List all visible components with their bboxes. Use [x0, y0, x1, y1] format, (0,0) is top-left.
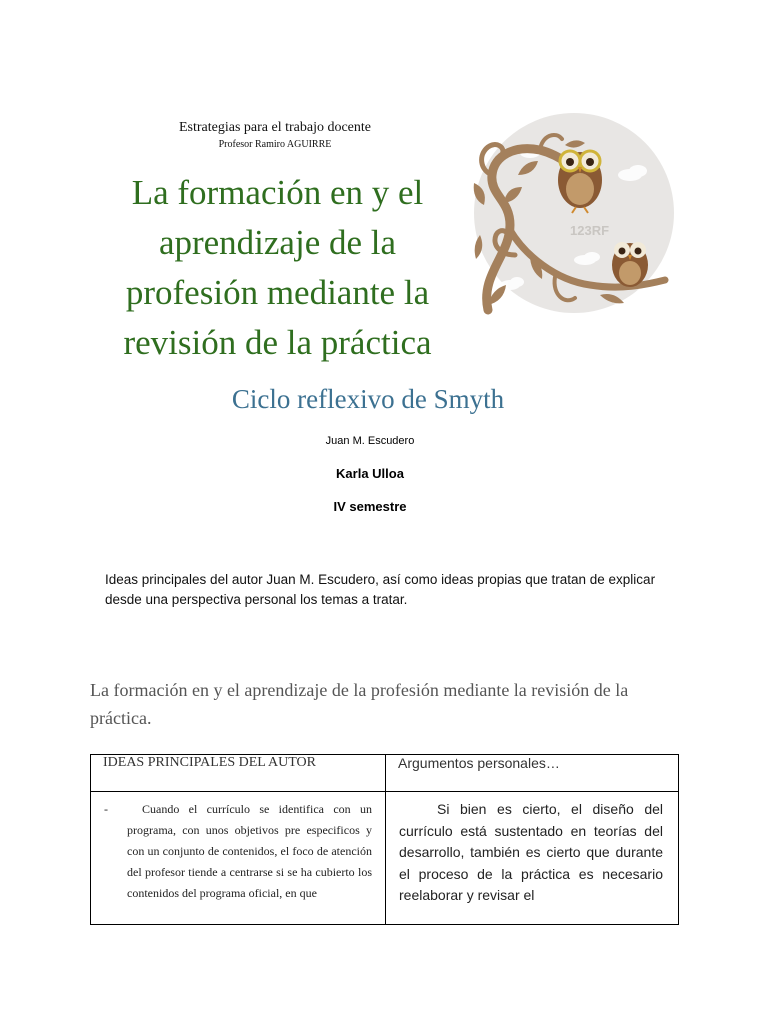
- idea-text: Cuando el currículo se identifica con un programa, con unos objetivos pre especificos y con un conjunto de contenidos, el foco de atención del profesor tiende a centrarse si se ha cubierto los contenidos del programa oficial, en que: [127, 802, 372, 900]
- author-name: Juan M. Escudero: [325, 435, 415, 447]
- watermark: 123RF: [570, 223, 610, 238]
- student-name: Karla Ulloa: [336, 466, 404, 481]
- column-header-arguments: Argumentos personales…: [386, 755, 679, 792]
- owl-bottom: [612, 242, 648, 287]
- argument-cell: [386, 792, 679, 925]
- document-title: La formación en y el aprendizaje de la profesión mediante la revisión de la práctica: [123, 173, 432, 362]
- argument-text: Si bien es cierto, el diseño del currículo está sustentado en teorías del desarrollo, también es cierto que durante el proceso de la práctica es necesario reelaborar y revisar el: [399, 801, 663, 903]
- intro-paragraph: Ideas principales del autor Juan M. Escudero, así como ideas propias que tratan de explicar desde una perspectiva personal los temas a tratar.: [105, 572, 656, 607]
- table-header-row: [91, 755, 679, 792]
- list-bullet: -: [104, 802, 108, 816]
- section-heading: La formación en y el aprendizaje de la profesión mediante la revisión de la práctica.: [90, 680, 629, 728]
- table-row: [91, 792, 679, 925]
- idea-cell: [91, 792, 386, 925]
- document-subtitle: Ciclo reflexivo de Smyth: [231, 384, 505, 414]
- owls-on-branch-icon: [470, 105, 680, 320]
- ideas-table: [90, 754, 679, 925]
- column-header-ideas: IDEAS PRINCIPALES DEL AUTOR: [91, 755, 386, 792]
- semester-label: IV semestre: [333, 499, 407, 514]
- course-name: Estrategias para el trabajo docente: [178, 120, 371, 135]
- professor-name: Profesor Ramiro AGUIRRE: [218, 139, 332, 150]
